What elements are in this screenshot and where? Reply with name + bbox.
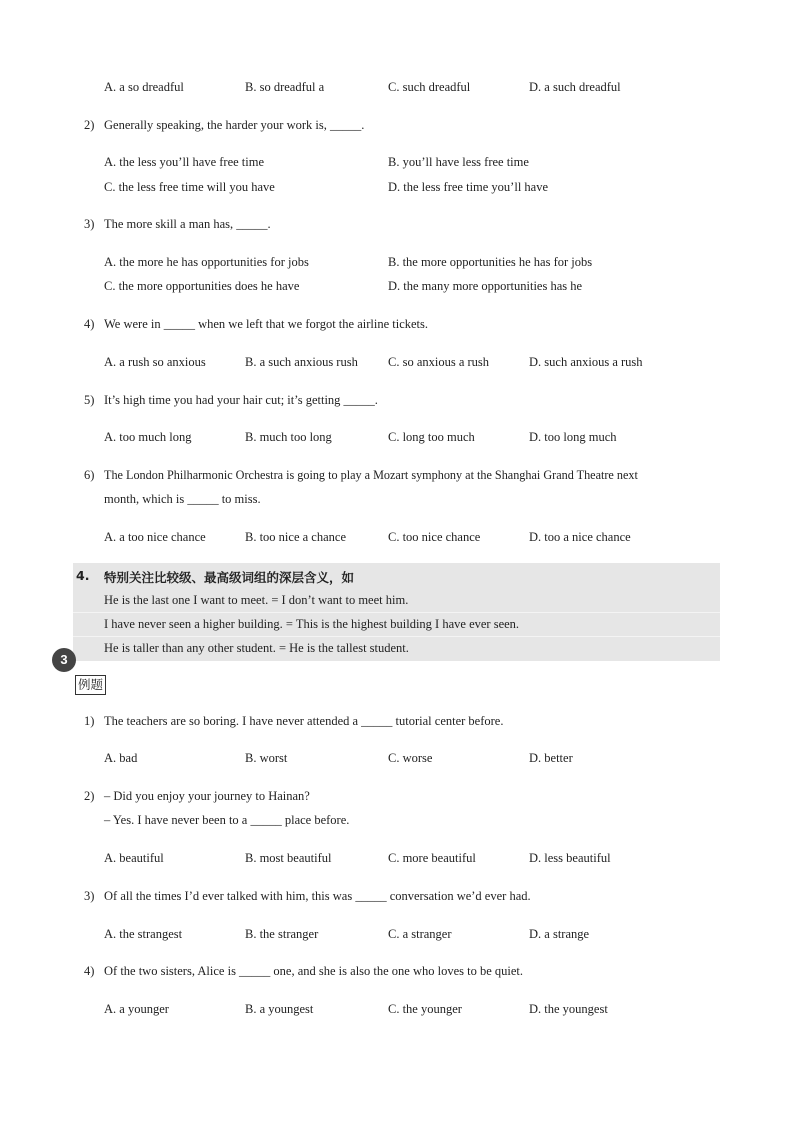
q3-option-d: D. the many more opportunities has he: [388, 279, 583, 293]
e1-text: The teachers are so boring. I have never attended a _____ tutorial center before.: [104, 714, 504, 728]
e4-option-a: A. a younger: [104, 1002, 169, 1016]
q1-option-b: B. so dreadful a: [245, 80, 325, 94]
section4-divider-2: [73, 636, 720, 637]
q1-option-d: D. a such dreadful: [529, 80, 621, 94]
q4-option-a: A. a rush so anxious: [104, 355, 206, 369]
q5-option-b: B. much too long: [245, 430, 332, 444]
q2-option-c: C. the less free time will you have: [104, 180, 275, 194]
e4-text: Of the two sisters, Alice is _____ one, and she is also the one who loves to be quiet.: [104, 964, 524, 978]
e3-text: Of all the times I’d ever talked with him, this was _____ conversation we’d ever had.: [104, 889, 531, 903]
e4-option-c: C. the younger: [388, 1002, 462, 1016]
e2-text-line1: – Did you enjoy your journey to Hainan?: [104, 789, 310, 803]
q6-number: 6): [84, 468, 95, 482]
q5-text: It’s high time you had your hair cut; it’s getting _____.: [104, 393, 378, 407]
e4-number: 4): [84, 964, 95, 978]
section-badge: 3: [52, 648, 76, 672]
q2-option-d: D. the less free time you’ll have: [388, 180, 549, 194]
e1-number: 1): [84, 714, 95, 728]
section4-divider-1: [73, 612, 720, 613]
e2-number: 2): [84, 789, 95, 803]
q1-option-c: C. such dreadful: [388, 80, 471, 94]
section4-number: 4.: [76, 568, 90, 583]
section4-line2: I have never seen a higher building. = This is the highest building I have ever seen.: [104, 617, 520, 631]
e2-option-b: B. most beautiful: [245, 851, 332, 865]
e1-option-c: C. worse: [388, 751, 433, 765]
q2-option-b: B. you’ll have less free time: [388, 155, 529, 169]
q2-number: 2): [84, 118, 95, 132]
e2-text-line2: – Yes. I have never been to a _____ place before.: [104, 813, 350, 827]
q4-text: We were in _____ when we left that we forgot the airline tickets.: [104, 317, 429, 331]
q1-option-a: A. a so dreadful: [104, 80, 184, 94]
q4-option-d: D. such anxious a rush: [529, 355, 643, 369]
q2-option-a: A. the less you’ll have free time: [104, 155, 265, 169]
q6-option-b: B. too nice a chance: [245, 530, 346, 544]
e3-option-a: A. the strangest: [104, 927, 183, 941]
e2-option-a: A. beautiful: [104, 851, 164, 865]
q6-text-line2: month, which is _____ to miss.: [104, 492, 261, 506]
e4-option-b: B. a youngest: [245, 1002, 314, 1016]
q3-option-c: C. the more opportunities does he have: [104, 279, 300, 293]
q5-number: 5): [84, 393, 95, 407]
q6-option-a: A. a too nice chance: [104, 530, 206, 544]
q5-option-a: A. too much long: [104, 430, 192, 444]
q2-text: Generally speaking, the harder your work is, _____.: [104, 118, 365, 132]
e2-option-c: C. more beautiful: [388, 851, 476, 865]
q6-text-line1: The London Philharmonic Orchestra is going to play a Mozart symphony at the Shanghai Grand Theatre next: [104, 468, 638, 482]
q3-option-b: B. the more opportunities he has for jobs: [388, 255, 593, 269]
e3-option-b: B. the stranger: [245, 927, 319, 941]
e3-number: 3): [84, 889, 95, 903]
e1-option-b: B. worst: [245, 751, 288, 765]
q4-number: 4): [84, 317, 95, 331]
e1-option-a: A. bad: [104, 751, 138, 765]
q5-option-d: D. too long much: [529, 430, 617, 444]
section4-line1: He is the last one I want to meet. = I don’t want to meet him.: [104, 593, 409, 607]
e3-option-d: D. a strange: [529, 927, 590, 941]
q5-option-c: C. long too much: [388, 430, 475, 444]
q6-option-d: D. too a nice chance: [529, 530, 631, 544]
q4-option-b: B. a such anxious rush: [245, 355, 358, 369]
q3-number: 3): [84, 217, 95, 231]
e3-option-c: C. a stranger: [388, 927, 452, 941]
section4-line3: He is taller than any other student. = He is the tallest student.: [104, 641, 409, 655]
q3-text: The more skill a man has, _____.: [104, 217, 271, 231]
e2-option-d: D. less beautiful: [529, 851, 611, 865]
e1-option-d: D. better: [529, 751, 573, 765]
q4-option-c: C. so anxious a rush: [388, 355, 490, 369]
section4-title: 特别关注比较级、最高级词组的深层含义，如: [104, 570, 355, 585]
e4-option-d: D. the youngest: [529, 1002, 608, 1016]
q3-option-a: A. the more he has opportunities for jobs: [104, 255, 309, 269]
example-tag: 例题: [75, 675, 106, 695]
q6-option-c: C. too nice chance: [388, 530, 481, 544]
